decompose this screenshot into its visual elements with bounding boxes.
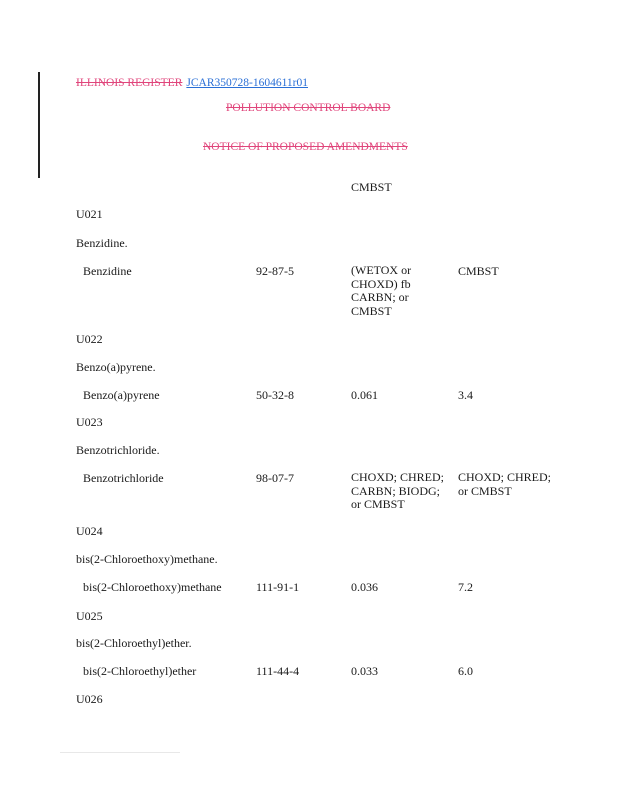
waste-code: U025: [76, 609, 103, 623]
constituent-name: Benzo(a)pyrene: [83, 388, 160, 402]
wastewater-standard: (WETOX or CHOXD) fb CARBN; or CMBST: [351, 263, 412, 318]
waste-code: U021: [76, 207, 103, 221]
wastewater-standard: CHOXD; CHRED; CARBN; BIODG; or CMBST: [351, 470, 445, 511]
nonwastewater-standard: 6.0: [458, 664, 473, 678]
nonwastewater-standard: 7.2: [458, 580, 473, 594]
constituent-name: bis(2-Chloroethoxy)methane: [83, 580, 222, 594]
waste-code: U023: [76, 415, 103, 429]
waste-code: U024: [76, 524, 103, 538]
cas-number: 111-91-1: [256, 580, 300, 594]
waste-description: bis(2-Chloroethyl)ether.: [76, 636, 192, 650]
cas-number: 98-07-7: [256, 471, 294, 485]
cas-number: 50-32-8: [256, 388, 294, 402]
wastewater-standard: 0.033: [351, 664, 378, 678]
faint-footer-rule: [60, 752, 180, 753]
register-header: [76, 76, 308, 90]
cas-number: 92-87-5: [256, 264, 294, 278]
constituent-name: Benzotrichloride: [83, 471, 164, 485]
waste-code: U022: [76, 332, 103, 346]
notice-title: NOTICE OF PROPOSED AMENDMENTS: [203, 141, 408, 153]
revision-change-bar: [38, 72, 40, 178]
waste-description: Benzotrichloride.: [76, 443, 160, 457]
nonwastewater-standard: CHOXD; CHRED; or CMBST: [458, 470, 552, 498]
wastewater-standard: 0.036: [351, 580, 378, 594]
waste-description: Benzidine.: [76, 236, 128, 250]
constituent-name: Benzidine: [83, 264, 132, 278]
waste-description: Benzo(a)pyrene.: [76, 360, 156, 374]
board-title: POLLUTION CONTROL BOARD: [226, 102, 391, 114]
nonwastewater-standard: CMBST: [458, 264, 499, 278]
cas-number: 111-44-4: [256, 664, 300, 678]
waste-code: U026: [76, 692, 103, 706]
nonwastewater-standard: 3.4: [458, 388, 473, 402]
jcar-code-link[interactable]: JCAR350728-1604611r01: [186, 77, 308, 89]
register-struck-text: ILLINOIS REGISTER: [76, 77, 183, 89]
constituent-name: bis(2-Chloroethyl)ether: [83, 664, 197, 678]
wastewater-standard: 0.061: [351, 388, 378, 402]
waste-description: bis(2-Chloroethoxy)methane.: [76, 552, 218, 566]
continuation-cell: CMBST: [351, 180, 392, 194]
